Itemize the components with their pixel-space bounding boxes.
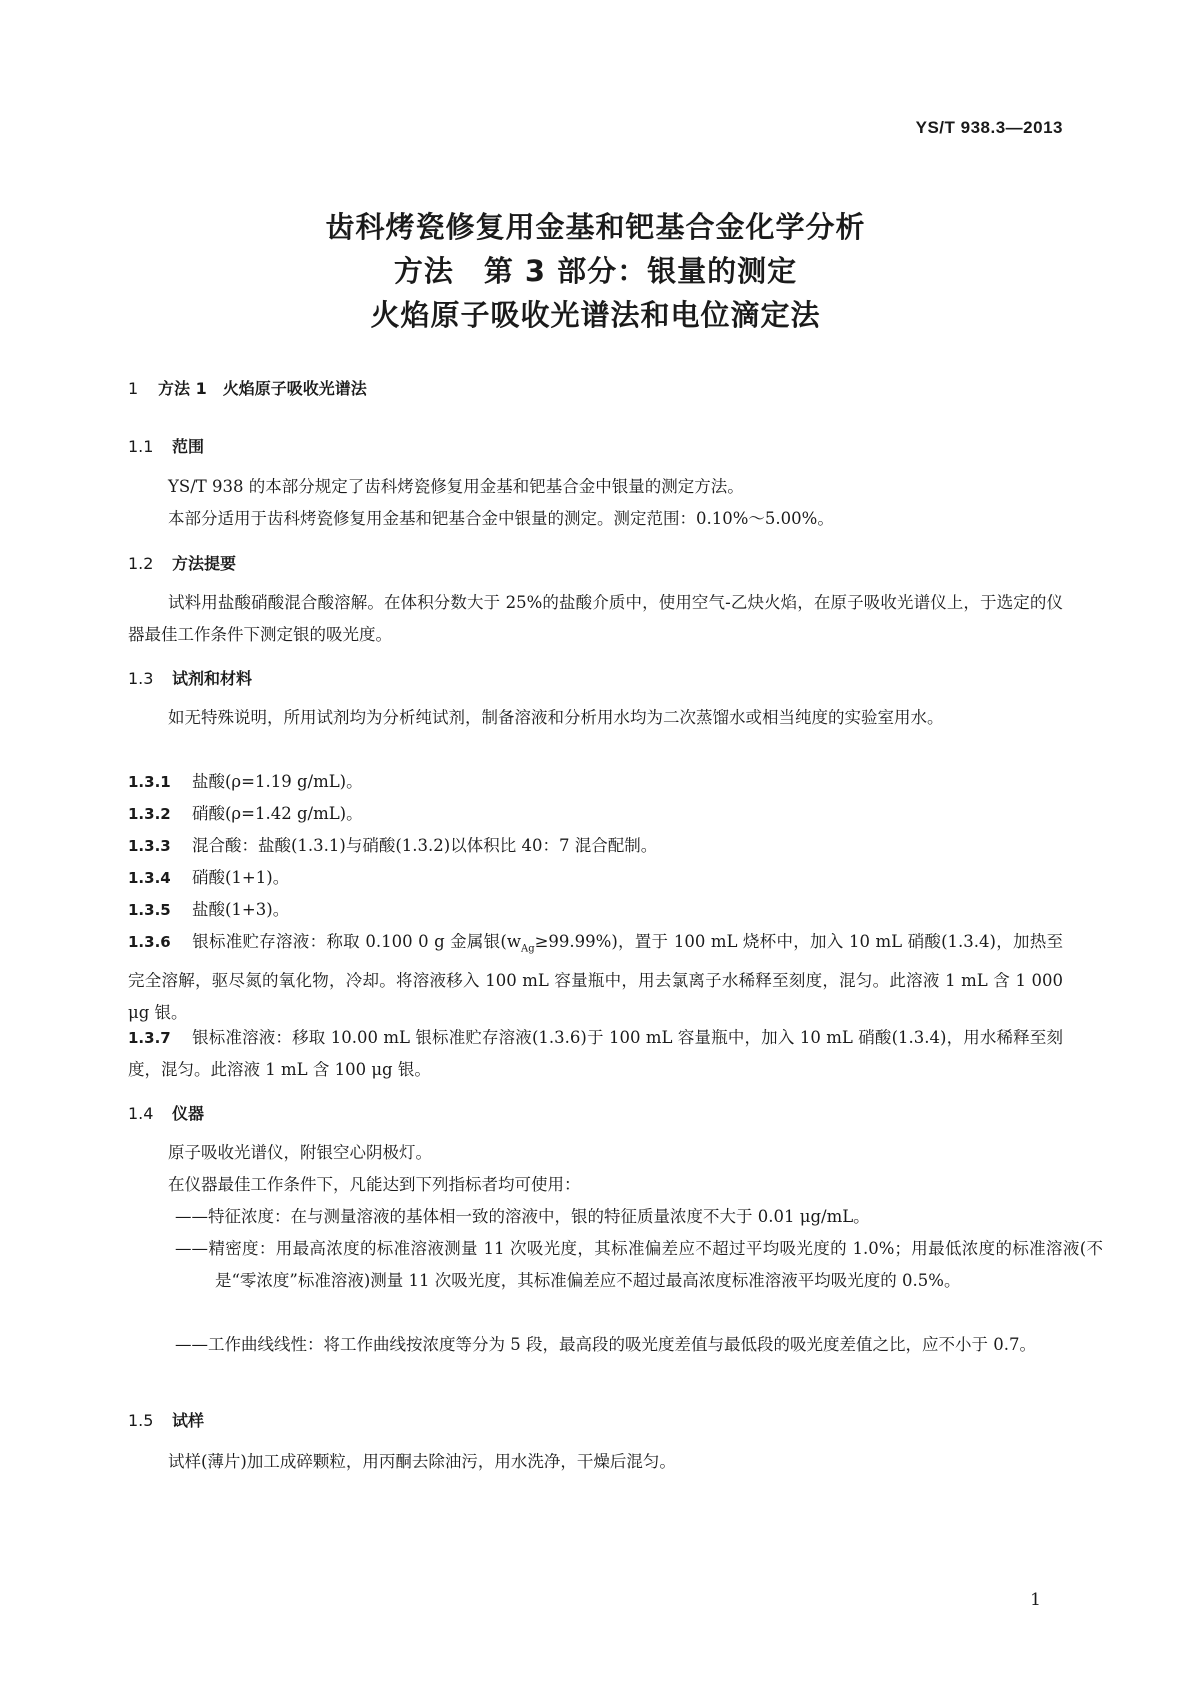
section-number: 1.4	[128, 1104, 154, 1123]
document-title	[0, 205, 1191, 337]
list-item	[128, 766, 1063, 798]
subscript: Ag	[520, 943, 535, 955]
page-number: 1	[1030, 1590, 1041, 1610]
section-1-4-heading	[128, 1101, 204, 1124]
item-text-a: 银标准贮存溶液：称取 0.100 0 g 金属银(w	[192, 932, 521, 951]
paragraph: 本部分适用于齿科烤瓷修复用金基和钯基合金中银量的测定。测定范围：0.10%～5.00%。	[168, 509, 834, 528]
dash-item: ——精密度：用最高浓度的标准溶液测量 11 次吸光度，其标准偏差应不超过平均吸光度的 1.0%；用最低浓度的标准溶液(不是“零浓度”标准溶液)测量 11 次吸光度，其标准偏差应不超过最高浓度标准溶液平均吸光度的 0.5%。	[175, 1239, 1103, 1290]
title-line-1: 齿科烤瓷修复用金基和钯基合金化学分析	[325, 210, 866, 244]
section-number: 1	[128, 379, 139, 398]
item-text: 硝酸(1+1)。	[192, 868, 290, 887]
standard-code: YS/T 938.3—2013	[915, 118, 1063, 137]
section-number: 1.2	[128, 554, 154, 573]
section-title: 范围	[172, 437, 205, 456]
item-number: 1.3.3	[128, 837, 171, 855]
list-item	[128, 926, 1063, 1029]
item-text: 盐酸(ρ=1.19 g/mL)。	[192, 772, 363, 791]
section-title: 仪器	[172, 1104, 205, 1123]
section-number: 1.1	[128, 437, 154, 456]
item-text: 银标准溶液：移取 10.00 mL 银标准贮存溶液(1.3.6)于 100 mL 容量瓶中，加入 10 mL 硝酸(1.3.4)，用水稀释至刻度，混匀。此溶液 1 mL 含 100 μg 银。	[128, 1028, 1063, 1079]
dash-item: ——特征浓度：在与测量溶液的基体相一致的溶液中，银的特征质量浓度不大于 0.01 μg/mL。	[175, 1207, 870, 1226]
item-number: 1.3.2	[128, 805, 171, 823]
section-1-heading	[128, 376, 367, 399]
section-1-3-heading	[128, 666, 252, 689]
section-number: 1.3	[128, 669, 154, 688]
list-item	[128, 862, 1063, 894]
paragraph: 在仪器最佳工作条件下，凡能达到下列指标者均可使用：	[168, 1175, 581, 1194]
section-title: 试剂和材料	[172, 669, 253, 688]
list-item	[128, 894, 1063, 926]
section-1-2-heading	[128, 551, 236, 574]
item-number: 1.3.7	[128, 1029, 171, 1047]
item-number: 1.3.4	[128, 869, 171, 887]
item-number: 1.3.6	[128, 933, 171, 951]
list-item	[128, 1022, 1063, 1086]
item-text: 硝酸(ρ=1.42 g/mL)。	[192, 804, 363, 823]
item-number: 1.3.1	[128, 773, 171, 791]
paragraph: 试样(薄片)加工成碎颗粒，用丙酮去除油污，用水洗净，干燥后混匀。	[168, 1452, 676, 1471]
paragraph: 原子吸收光谱仪，附银空心阴极灯。	[168, 1143, 432, 1162]
paragraph: 试料用盐酸硝酸混合酸溶解。在体积分数大于 25%的盐酸介质中，使用空气-乙炔火焰，在原子吸收光谱仪上，于选定的仪器最佳工作条件下测定银的吸光度。	[128, 593, 1063, 644]
list-item	[128, 798, 1063, 830]
dash-item: ——工作曲线线性：将工作曲线按浓度等分为 5 段，最高段的吸光度差值与最低段的吸光度差值之比，应不小于 0.7。	[175, 1335, 1036, 1354]
section-1-5-heading	[128, 1408, 204, 1431]
item-text: 混合酸：盐酸(1.3.1)与硝酸(1.3.2)以体积比 40：7 混合配制。	[192, 836, 658, 855]
item-text-b: ≥99.99%)，置于 100 mL 烧杯中，加入 10 mL 硝酸(1.3.4)，加热至完全溶解，驱尽氮的氧化物，冷却。将溶液移入 100 mL 容量瓶中，用去氯离子水稀释至刻度，混匀。此溶液 1 mL 含 1 000 μg 银。	[128, 932, 1063, 1023]
section-title: 方法 1 火焰原子吸收光谱法	[158, 379, 367, 398]
section-number: 1.5	[128, 1411, 154, 1430]
paragraph: 如无特殊说明，所用试剂均为分析纯试剂，制备溶液和分析用水均为二次蒸馏水或相当纯度的实验室用水。	[168, 708, 944, 727]
title-line-2: 方法 第 3 部分：银量的测定	[393, 254, 798, 288]
list-item	[128, 830, 1063, 862]
section-title: 方法提要	[172, 554, 237, 573]
item-text: 盐酸(1+3)。	[192, 900, 290, 919]
paragraph: YS/T 938 的本部分规定了齿科烤瓷修复用金基和钯基合金中银量的测定方法。	[168, 477, 744, 496]
title-line-3: 火焰原子吸收光谱法和电位滴定法	[370, 298, 821, 332]
section-1-1-heading	[128, 434, 204, 457]
section-title: 试样	[172, 1411, 205, 1430]
item-number: 1.3.5	[128, 901, 171, 919]
